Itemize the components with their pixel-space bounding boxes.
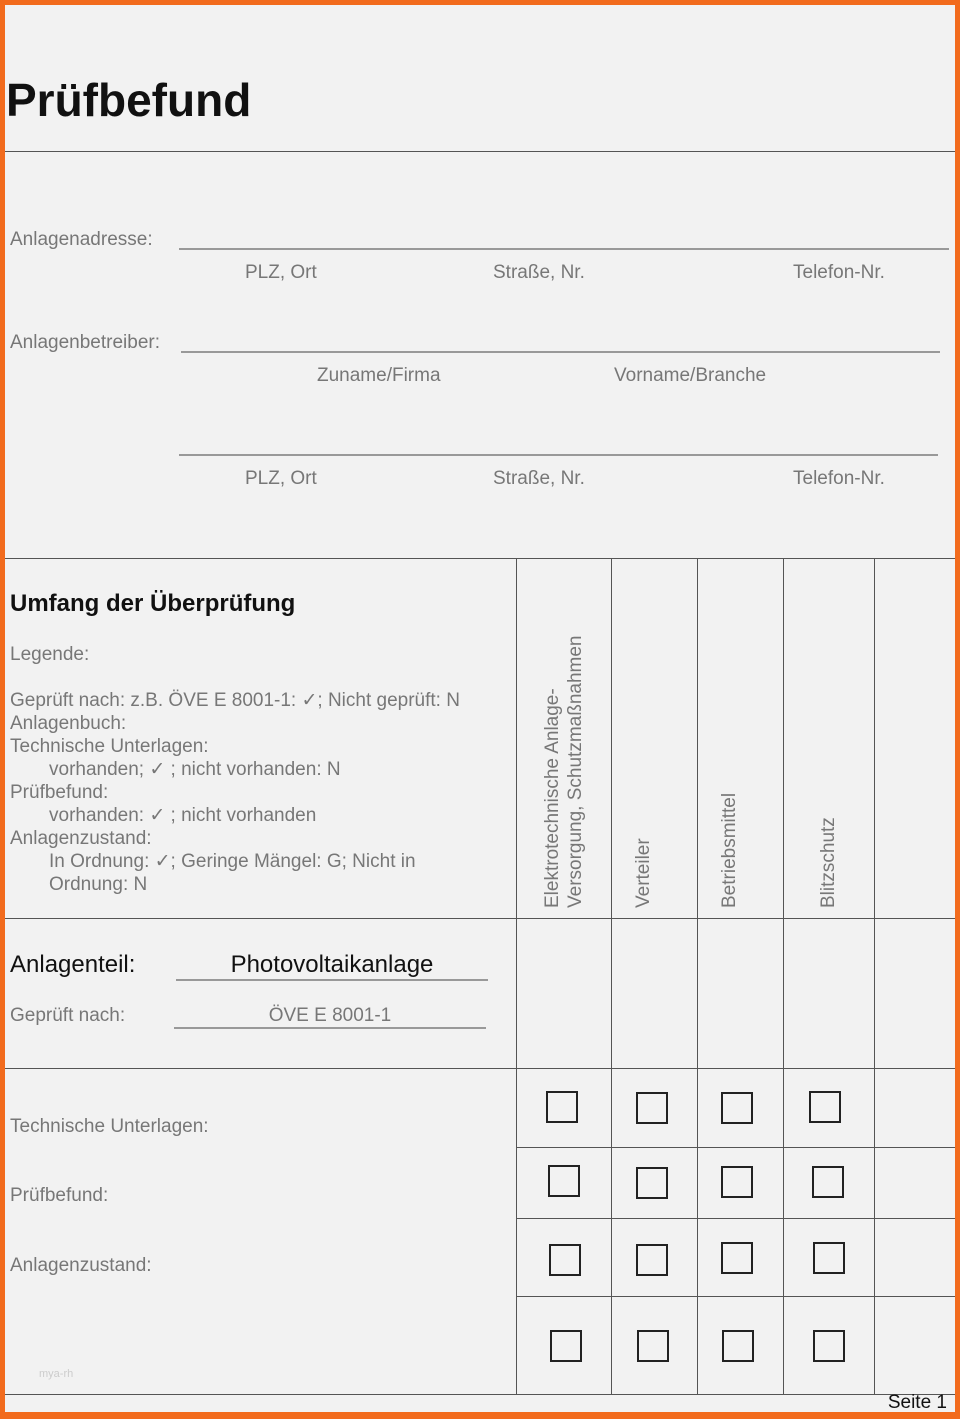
watermark: mya-rh: [39, 1368, 74, 1380]
row-label-pruefbefund: Prüfbefund:: [10, 1185, 109, 1206]
gepruft-nach-label: Geprüft nach:: [10, 1005, 126, 1026]
plz-ort-caption-2: PLZ, Ort: [245, 468, 317, 489]
checkbox-anlagenzustand-betriebsmittel[interactable]: [721, 1242, 753, 1274]
strasse-caption-2: Straße, Nr.: [493, 468, 585, 489]
column-header-blitzschutz: Blitzschutz: [818, 817, 839, 908]
checkbox-row4-elektro[interactable]: [550, 1330, 582, 1362]
checkbox-pruefbefund-blitzschutz[interactable]: [812, 1166, 844, 1198]
row-label-anlagenzustand: Anlagenzustand:: [10, 1255, 152, 1276]
legend-line: Anlagenzustand:: [10, 828, 152, 849]
table-divider: [5, 1068, 955, 1069]
checkbox-row4-verteiler[interactable]: [637, 1330, 669, 1362]
plz-ort-caption: PLZ, Ort: [245, 262, 317, 283]
row-label-technische-unterlagen: Technische Unterlagen:: [10, 1116, 209, 1137]
table-bottom-border: [5, 1394, 955, 1395]
checkbox-pruefbefund-verteiler[interactable]: [636, 1167, 668, 1199]
telefon-caption: Telefon-Nr.: [793, 262, 885, 283]
legend-line: Geprüft nach: z.B. ÖVE E 8001-1: ✓; Nicht geprüft: N: [10, 690, 460, 711]
legende-label: Legende:: [10, 644, 90, 665]
column-header-verteiler: Verteiler: [633, 838, 654, 908]
checkbox-anlagenzustand-verteiler[interactable]: [636, 1244, 668, 1276]
legend-line: Prüfbefund:: [10, 782, 109, 803]
column-border: [697, 558, 698, 1394]
column-border: [874, 558, 875, 1394]
vorname-caption: Vorname/Branche: [614, 365, 767, 386]
checkbox-row4-betriebsmittel[interactable]: [722, 1330, 754, 1362]
page-title: Prüfbefund: [6, 74, 252, 126]
legend-line: In Ordnung: ✓; Geringe Mängel: G; Nicht in: [49, 851, 416, 872]
zuname-caption: Zuname/Firma: [317, 365, 441, 386]
anlagenbetreiber-field[interactable]: [181, 351, 940, 353]
gepruft-nach-field[interactable]: ÖVE E 8001-1: [174, 1005, 486, 1029]
anlagenadresse-label: Anlagenadresse:: [10, 229, 153, 250]
telefon-caption-2: Telefon-Nr.: [793, 468, 885, 489]
legend-line: vorhanden; ✓ ; nicht vorhanden: N: [49, 759, 341, 780]
checkbox-anlagenzustand-elektro[interactable]: [549, 1244, 581, 1276]
betreiber-address-field[interactable]: [179, 454, 938, 456]
anlagenbetreiber-label: Anlagenbetreiber:: [10, 332, 160, 353]
column-border: [516, 558, 517, 1394]
legend-line: Ordnung: N: [49, 874, 148, 895]
checkbox-row4-blitzschutz[interactable]: [813, 1330, 845, 1362]
umfang-title: Umfang der Überprüfung: [10, 590, 296, 617]
table-divider: [516, 1147, 955, 1148]
legend-line: Anlagenbuch:: [10, 713, 127, 734]
column-header-line: Elektrotechnische Anlage-: [542, 688, 563, 908]
anlagenteil-field[interactable]: Photovoltaikanlage: [176, 951, 488, 981]
strasse-caption: Straße, Nr.: [493, 262, 585, 283]
column-border: [611, 558, 612, 1394]
checkbox-anlagenzustand-blitzschutz[interactable]: [813, 1242, 845, 1274]
table-top-border: [5, 558, 955, 559]
legend-line: vorhanden: ✓ ; nicht vorhanden: [49, 805, 317, 826]
checkbox-technische-verteiler[interactable]: [636, 1092, 668, 1124]
checkbox-pruefbefund-betriebsmittel[interactable]: [721, 1166, 753, 1198]
column-border: [783, 558, 784, 1394]
table-divider: [516, 1296, 955, 1297]
page-number: Seite 1: [887, 1392, 947, 1413]
checkbox-technische-elektro[interactable]: [546, 1091, 578, 1123]
column-header-line: Versorgung, Schutzmaßnahmen: [565, 635, 586, 908]
table-divider: [516, 1218, 955, 1219]
column-header-elektro: [541, 636, 587, 909]
anlagenteil-label: Anlagenteil:: [10, 951, 136, 978]
column-header-betriebsmittel: Betriebsmittel: [719, 792, 740, 908]
checkbox-technische-betriebsmittel[interactable]: [721, 1092, 753, 1124]
divider: [5, 151, 955, 152]
checkbox-pruefbefund-elektro[interactable]: [548, 1165, 580, 1197]
anlagenadresse-field[interactable]: [179, 248, 949, 250]
checkbox-technische-blitzschutz[interactable]: [809, 1091, 841, 1123]
legend-line: Technische Unterlagen:: [10, 736, 209, 757]
table-divider: [5, 918, 955, 919]
